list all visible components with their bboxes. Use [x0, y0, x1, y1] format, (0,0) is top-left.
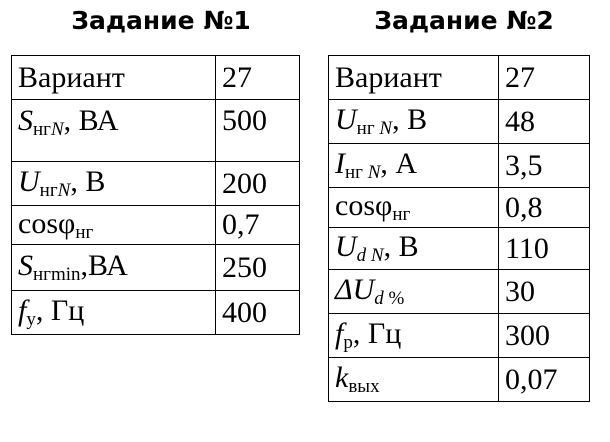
table-row	[12, 245, 300, 291]
param-variant-label: Вариант	[12, 56, 216, 100]
table-row	[12, 291, 300, 335]
param-u-ng-n-label: $U_{нгN}$, В	[12, 162, 216, 206]
param-u-ng-n-value: 200	[216, 162, 300, 206]
param-f-u-value: 400	[216, 291, 300, 335]
table-row	[12, 162, 300, 206]
param-s-ng-min-label: $S_{нгmin},ВА$	[12, 245, 216, 291]
param-i-ng-n-value: 3,5	[499, 144, 590, 188]
param-u-ng-n-label: $U_{нг N}$, В	[329, 100, 499, 144]
param-variant-label: Вариант	[329, 56, 499, 100]
param-f-u-label: $f_у$, Гц	[12, 291, 216, 335]
table-row	[329, 358, 590, 402]
table-row	[329, 270, 590, 314]
param-cosphi-value: 0,7	[216, 206, 300, 245]
task1-table	[11, 55, 300, 335]
param-s-ng-min-value: 250	[216, 245, 300, 291]
param-delta-u-label: $\Delta U_{d \%}$	[329, 270, 499, 314]
table-row	[12, 100, 300, 162]
param-cosphi-label: cosφ$_{нг}$	[329, 188, 499, 228]
task2-table	[328, 55, 590, 402]
param-cosphi-label: cosφ$_{нг}$	[12, 206, 216, 245]
param-k-out-value: 0,07	[499, 358, 590, 402]
param-k-out-label: $k_{вых}$	[329, 358, 499, 402]
param-f-r-label: $f_р$, Гц	[329, 314, 499, 358]
param-i-ng-n-label: $I_{нг N}$, А	[329, 144, 499, 188]
task2-title: Задание №2	[374, 6, 554, 35]
param-cosphi-value: 0,8	[499, 188, 590, 228]
table-row	[329, 144, 590, 188]
table-row	[329, 314, 590, 358]
param-s-ng-n-value: 500	[216, 100, 300, 162]
table-row	[12, 56, 300, 100]
param-u-ng-n-value: 48	[499, 100, 590, 144]
param-f-r-value: 300	[499, 314, 590, 358]
table-row	[329, 228, 590, 270]
table-row	[329, 188, 590, 228]
table-row	[329, 56, 590, 100]
task1-title: Задание №1	[71, 6, 251, 35]
param-delta-u-value: 30	[499, 270, 590, 314]
table-row	[329, 100, 590, 144]
param-variant-value: 27	[499, 56, 590, 100]
param-s-ng-n-label: $S_{нгN}$, ВА	[12, 100, 216, 162]
param-u-d-n-value: 110	[499, 228, 590, 270]
table-row	[12, 206, 300, 245]
param-variant-value: 27	[216, 56, 300, 100]
param-u-d-n-label: $U_{d N}$, В	[329, 228, 499, 270]
